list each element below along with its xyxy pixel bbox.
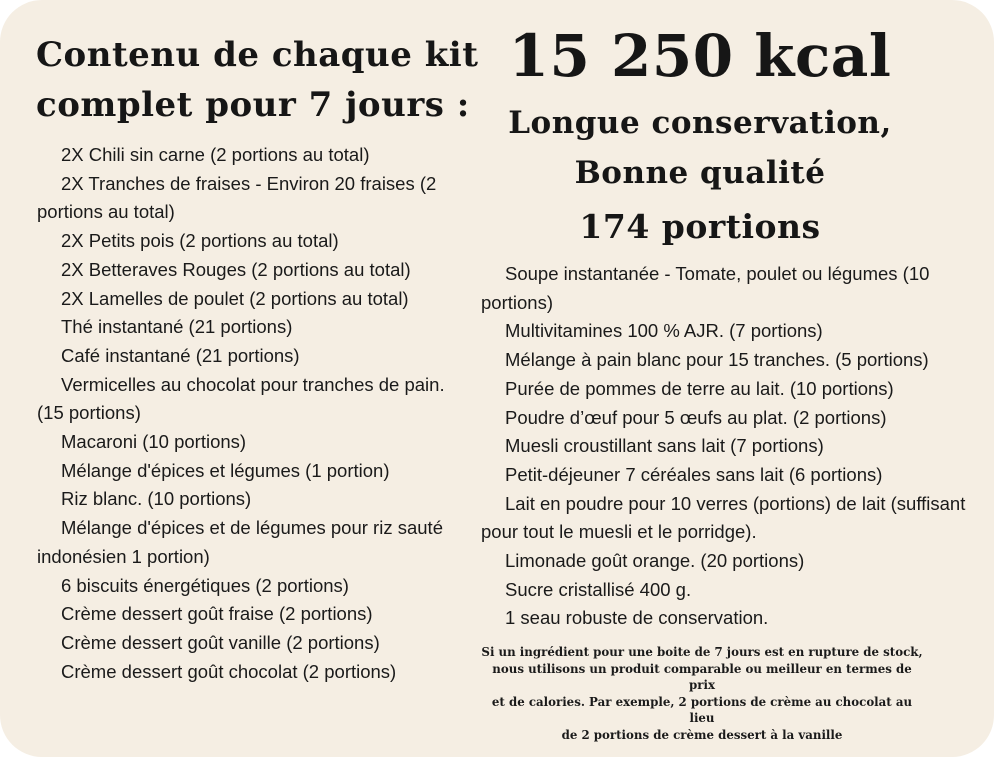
list-item: Lait en poudre pour 10 verres (portions) de lait (suffisant pour tout le muesli et le porridge).: [481, 492, 966, 543]
kit-contents-title: [36, 30, 479, 130]
kcal-heading: 15 250 kcal: [508, 22, 892, 90]
list-item: Crème dessert goût fraise (2 portions): [61, 603, 373, 625]
list-item: 2X Lamelles de poulet (2 portions au total): [61, 287, 409, 309]
note-line: nous utilisons un produit comparable ou meilleur en termes de prix: [492, 661, 912, 692]
list-item: Vermicelles au chocolat pour tranches de pain. (15 portions): [37, 373, 445, 424]
right-item-list: [481, 260, 967, 633]
note-line: de 2 portions de crème dessert à la vanille: [561, 727, 843, 742]
list-item: Muesli croustillant sans lait (7 portions): [505, 435, 824, 457]
list-item: 2X Petits pois (2 portions au total): [61, 230, 339, 252]
list-item: Crème dessert goût vanille (2 portions): [61, 631, 380, 653]
list-item: Mélange d'épices et de légumes pour riz sauté indonésien 1 portion): [37, 517, 443, 567]
list-item: Poudre d’œuf pour 5 œufs au plat. (2 portions): [505, 406, 887, 428]
list-item: Purée de pommes de terre au lait. (10 portions): [505, 377, 894, 399]
list-item: 6 biscuits énergétiques (2 portions): [61, 574, 349, 596]
note-line: et de calories. Par exemple, 2 portions de crème au chocolat au lieu: [491, 694, 913, 725]
long-conservation-heading: Longue conservation,: [508, 105, 892, 141]
list-item: 2X Betteraves Rouges (2 portions au total): [61, 258, 411, 280]
list-item: Mélange d'épices et légumes (1 portion): [61, 459, 390, 481]
good-quality-heading: Bonne qualité: [574, 155, 826, 191]
list-item: 1 seau robuste de conservation.: [505, 607, 769, 629]
list-item: Sucre cristallisé 400 g.: [505, 578, 692, 600]
list-item: 2X Chili sin carne (2 portions au total): [61, 144, 370, 165]
list-item: Limonade goût orange. (20 portions): [505, 550, 805, 572]
list-item: Soupe instantanée - Tomate, poulet ou légumes (10 portions): [481, 263, 930, 313]
list-item: Multivitamines 100 % AJR. (7 portions): [505, 320, 823, 342]
list-item: Petit-déjeuner 7 céréales sans lait (6 portions): [505, 463, 883, 485]
left-item-list: [37, 141, 475, 686]
list-item: Macaroni (10 portions): [61, 431, 247, 453]
kit-contents-title-line1: Contenu de chaque kit: [36, 35, 479, 75]
list-item: Café instantané (21 portions): [61, 344, 300, 366]
portions-heading: 174 portions: [579, 207, 821, 246]
substitution-note: [478, 644, 926, 743]
list-item: Mélange à pain blanc pour 15 tranches. (5 portions): [505, 349, 929, 371]
list-item: Thé instantané (21 portions): [61, 316, 293, 338]
kit-contents-title-line2: complet pour 7 jours :: [36, 85, 470, 125]
list-item: 2X Tranches de fraises - Environ 20 fraises (2 portions au total): [37, 172, 437, 223]
note-line: Si un ingrédient pour une boite de 7 jours est en rupture de stock,: [481, 645, 923, 659]
list-item: Riz blanc. (10 portions): [61, 488, 252, 510]
list-item: Crème dessert goût chocolat (2 portions): [61, 660, 397, 682]
